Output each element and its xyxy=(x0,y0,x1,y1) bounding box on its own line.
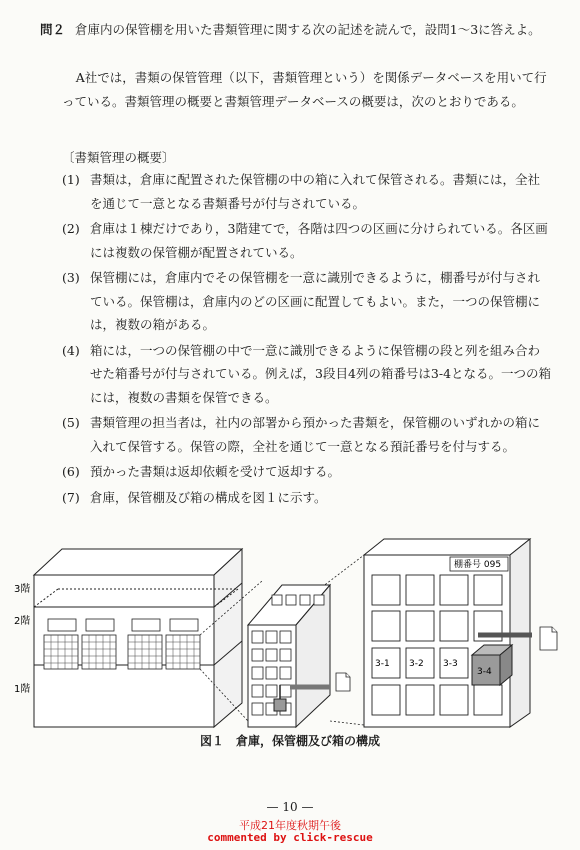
list-item xyxy=(62,217,552,264)
shelf-number-label: 棚番号 095 xyxy=(454,560,502,570)
question-number: 問２ xyxy=(40,22,66,37)
item-number: (1) xyxy=(62,172,80,187)
item-text: 書類は，倉庫に配置された保管棚の中の箱に入れて保管される。書類には，全社を通じて一意となる書類番号が付与されている。 xyxy=(90,172,541,211)
exam-label: 平成21年度秋期午後 xyxy=(239,819,341,832)
warehouse-figure xyxy=(12,535,572,735)
item-text: 保管棚には，倉庫内でその保管棚を一意に識別できるように，棚番号が付与されている。保管棚は，倉庫内のどの区画に配置してもよい。また，一つの保管棚には，複数の箱がある。 xyxy=(90,270,541,332)
box-label: 3-3 xyxy=(443,659,458,669)
middle-shelf xyxy=(248,585,330,727)
box-label: 3-1 xyxy=(375,659,390,669)
box-label: 3-2 xyxy=(409,659,424,669)
question-text: 倉庫内の保管棚を用いた書類管理に関する次の記述を読んで，設問1〜3に答えよ。 xyxy=(75,22,541,37)
question-title xyxy=(40,20,541,38)
list-item xyxy=(62,266,552,337)
item-number: (5) xyxy=(62,415,80,430)
item-text: 倉庫，保管棚及び箱の構成を図１に示す。 xyxy=(90,489,327,505)
document-icon xyxy=(336,673,350,691)
item-text: 箱には，一つの保管棚の中で一意に識別できるように保管棚の段と列を組み合わせた箱番号が付与されている。例えば，3段目4列の箱番号は3-4となる。一つの箱には，複数の書類を保管できる。 xyxy=(90,342,552,405)
box-label: 3-4 xyxy=(477,667,492,677)
item-number: (3) xyxy=(62,270,80,285)
credit-label: commented by click-rescue xyxy=(207,831,373,844)
overview-list xyxy=(62,168,552,511)
figure-caption: 図１ 倉庫，保管棚及び箱の構成 xyxy=(199,734,380,748)
page-number: — 10 — xyxy=(266,800,314,814)
document-icon xyxy=(540,627,557,650)
overview-heading: 〔書類管理の概要〕 xyxy=(62,150,175,165)
list-item xyxy=(62,460,552,484)
item-number: (6) xyxy=(62,464,80,479)
list-item xyxy=(62,168,552,215)
item-text: 倉庫は１棟だけであり，3階建てで，各階は四つの区画に分けられている。各区画には複数の保管棚が配置されている。 xyxy=(90,221,548,260)
floor-label-2: 2階 xyxy=(14,616,31,627)
floor-label-1: 1階 xyxy=(14,684,31,695)
item-number: (7) xyxy=(62,489,80,505)
intro-paragraph: A社では，書類の保管管理（以下，書類管理という）を関係データベースを用いて行っている。書類管理の概要と書類管理データベースの概要は，次のとおりである。 xyxy=(62,70,547,109)
item-number: (2) xyxy=(62,221,80,236)
shelf-095 xyxy=(364,539,532,727)
item-text: 預かった書類は返却依頼を受けて返却する。 xyxy=(90,464,341,479)
list-item xyxy=(62,486,552,510)
item-number: (4) xyxy=(62,342,80,358)
item-text: 書類管理の担当者は，社内の部署から預かった書類を，保管棚のいずれかの箱に入れて保管する。保管の際，全社を通じて一意となる預託番号を付与する。 xyxy=(90,415,541,454)
list-item xyxy=(62,411,552,458)
floor-label-3: 3階 xyxy=(14,584,31,595)
list-item xyxy=(62,339,552,410)
